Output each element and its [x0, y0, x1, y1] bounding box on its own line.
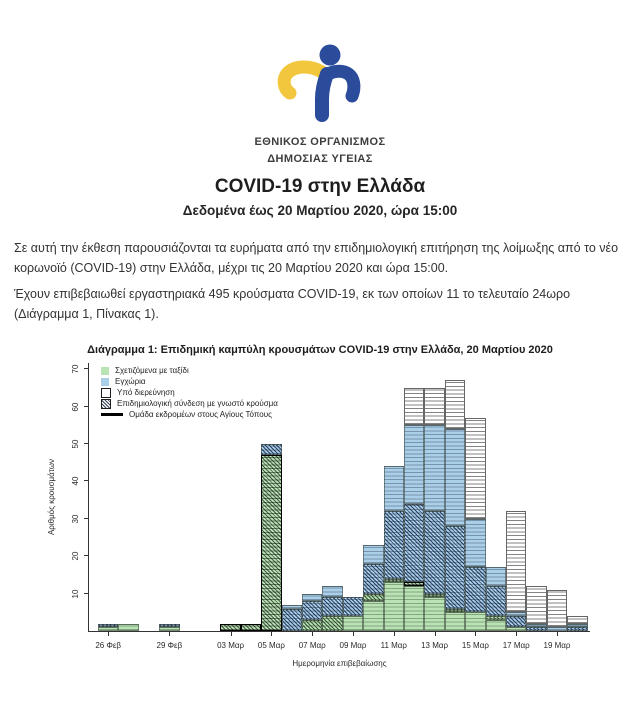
bar-segment-domestic	[282, 605, 302, 609]
bar-segment-travel	[363, 601, 383, 631]
bar-segment-domestic	[384, 466, 404, 511]
bar-segment-excursion_group	[261, 455, 281, 631]
y-axis-tick-label: 20	[70, 551, 80, 561]
x-axis-tick-label: 07 Μαρ	[298, 641, 326, 650]
bar-segment-domestic	[424, 425, 444, 511]
bar-segment-under_investigation	[404, 388, 424, 425]
bar-segment-domestic_epi_link	[465, 567, 485, 612]
legend-label: Σχετιζόμενα με ταξίδι	[115, 366, 189, 375]
bar-segment-excursion_group	[241, 624, 261, 631]
x-axis-label: Ημερομηνία επιβεβαίωσης	[292, 659, 387, 668]
bar-segment-domestic_epi_link	[506, 616, 526, 627]
bar-segment-travel	[445, 612, 465, 631]
legend-item-travel	[101, 365, 278, 376]
x-axis-tick-label: 26 Φεβ	[95, 641, 122, 650]
legend-label: Εγχώρια	[115, 377, 146, 386]
under-investigation-swatch-icon	[101, 388, 111, 398]
x-axis-tick	[435, 631, 436, 636]
legend-item-epi-link	[101, 398, 278, 409]
legend-item-excursion-group	[101, 409, 278, 420]
bar-segment-travel	[118, 624, 138, 631]
bar-segment-domestic	[404, 425, 424, 504]
bar-segment-travel_epi_link	[384, 579, 404, 583]
x-axis-tick-label: 19 Μαρ	[543, 641, 571, 650]
y-axis-tick-label: 50	[70, 439, 80, 449]
x-axis-tick	[353, 631, 354, 636]
org-name-line2: ΔΗΜΟΣΙΑΣ ΥΓΕΙΑΣ	[267, 152, 373, 165]
bar-segment-travel	[486, 620, 506, 631]
bar-segment-domestic_epi_link	[343, 597, 363, 616]
logo-head	[320, 45, 341, 66]
bar-segment-domestic	[445, 429, 465, 526]
y-axis-label: Αριθμός κρουσμάτων	[47, 458, 56, 536]
x-axis-tick	[312, 631, 313, 636]
bar-segment-travel_epi_link	[302, 620, 322, 631]
bar-segment-domestic	[506, 612, 526, 616]
bar-segment-domestic_epi_link	[322, 597, 342, 616]
eody-logo	[270, 40, 370, 132]
bar-segment-under_investigation	[424, 388, 444, 425]
legend-label: Ομάδα εκδρομέων στους Αγίους Τόπους	[129, 410, 272, 419]
epi-curve-plot	[47, 363, 590, 668]
x-axis-tick-label: 29 Φεβ	[156, 641, 183, 650]
bar-segment-under_investigation	[506, 511, 526, 612]
bar-segment-domestic_epi_link	[282, 609, 302, 631]
bar-segment-travel	[465, 612, 485, 631]
bar-segment-domestic_epi_link	[159, 624, 179, 628]
page-subtitle: Δεδομένα έως 20 Μαρτίου 2020, ώρα 15:00	[182, 203, 458, 218]
bar-segment-travel	[343, 616, 363, 631]
bar-segment-travel_epi_link	[424, 594, 444, 598]
x-axis-tick	[108, 631, 109, 636]
bar-segment-domestic_epi_link	[486, 586, 506, 616]
y-axis-tick-label: 70	[70, 364, 80, 374]
legend-label: Υπό διερεύνηση	[117, 388, 175, 397]
bar-segment-domestic_epi_link	[261, 444, 281, 455]
epi-link-hatch-swatch-icon	[101, 399, 111, 409]
bar-segment-travel_epi_link	[486, 616, 506, 620]
bar-segment-domestic_epi_link	[567, 627, 587, 631]
y-axis-tick-label: 10	[70, 589, 80, 599]
bar-segment-domestic_epi_link	[445, 526, 465, 608]
org-name	[0, 134, 640, 167]
logo-blue-arm	[328, 71, 354, 96]
bar-segment-under_investigation	[445, 380, 465, 429]
bar-segment-travel_epi_link	[363, 594, 383, 601]
x-axis-tick	[231, 631, 232, 636]
bar-segment-domestic	[526, 624, 546, 628]
bar-segment-domestic_epi_link	[98, 624, 118, 628]
bar-segment-domestic_epi_link	[384, 511, 404, 578]
bar-segment-domestic	[363, 545, 383, 564]
bar-segment-excursion_group	[220, 624, 240, 631]
chart-legend	[101, 365, 278, 420]
bar-segment-domestic_epi_link	[526, 627, 546, 631]
bar-segment-domestic_epi_link	[302, 601, 322, 620]
bar-segment-under_investigation	[547, 590, 567, 627]
x-axis-tick-label: 17 Μαρ	[502, 641, 530, 650]
x-axis-tick	[516, 631, 517, 636]
x-axis-tick	[271, 631, 272, 636]
bar-segment-excursion_group	[404, 582, 424, 586]
bar-segment-domestic	[322, 586, 342, 597]
bar-segment-travel	[424, 597, 444, 631]
bar-segment-domestic_epi_link	[404, 504, 424, 583]
org-name-line1: ΕΘΝΙΚΟΣ ΟΡΓΑΝΙΣΜΟΣ	[254, 136, 386, 148]
bar-segment-under_investigation	[567, 616, 587, 623]
x-axis-tick	[557, 631, 558, 636]
bar-segment-travel_epi_link	[322, 616, 342, 631]
bar-segment-travel	[384, 582, 404, 631]
bar-segment-domestic	[465, 519, 485, 568]
bar-segment-travel	[404, 586, 424, 631]
x-axis-tick	[475, 631, 476, 636]
x-axis-tick	[169, 631, 170, 636]
legend-item-under-investigation	[101, 387, 278, 398]
legend-item-domestic	[101, 376, 278, 387]
x-axis-tick-label: 13 Μαρ	[421, 641, 449, 650]
domestic-swatch-icon	[101, 378, 109, 386]
page-title: COVID-19 στην Ελλάδα	[214, 176, 426, 197]
chart-title: Διάγραμμα 1: Επιδημική καμπύλη κρουσμάτων COVID-19 στην Ελλάδα, 20 Μαρτίου 2020	[87, 344, 553, 356]
confirmed-cases-paragraph: Έχουν επιβεβαιωθεί εργαστηριακά 495 κρούσματα COVID-19, εκ των οποίων 11 το τελευταίο 24ωρο (Διάγραμμα 1, Πίνακας 1).	[14, 287, 571, 322]
bar-segment-domestic	[486, 567, 506, 586]
bar-segment-domestic	[567, 624, 587, 628]
bar-segment-under_investigation	[526, 586, 546, 623]
travel-swatch-icon	[101, 367, 109, 375]
bar-segment-domestic_epi_link	[424, 511, 444, 593]
intro-paragraph: Σε αυτή την έκθεση παρουσιάζονται τα ευρήματα από την επιδημιολογική επιτήρηση της λοίμωξης από το νέο κορωνοϊό (COVID-19) στην Ελλάδα, μέχρι τις 20 Μαρτίου 2020 και ώρα 15:00.	[14, 241, 619, 276]
bar-segment-travel_epi_link	[445, 609, 465, 613]
bar-segment-domestic	[302, 594, 322, 601]
x-axis-tick-label: 15 Μαρ	[461, 641, 489, 650]
x-axis-tick-label: 11 Μαρ	[380, 641, 407, 650]
x-axis-tick-label: 09 Μαρ	[339, 641, 367, 650]
x-axis-tick-label: 05 Μαρ	[257, 641, 285, 650]
bar-segment-domestic_epi_link	[363, 564, 383, 594]
x-axis-tick-label: 03 Μαρ	[217, 641, 245, 650]
y-axis-tick-label: 40	[70, 476, 80, 486]
legend-label: Επιδημιολογική σύνδεση με γνωστό κρούσμα	[117, 399, 278, 408]
bar-segment-under_investigation	[465, 418, 485, 519]
y-axis-tick-label: 60	[70, 402, 80, 412]
y-axis-tick-label: 30	[70, 514, 80, 524]
excursion-line-swatch-icon	[101, 413, 123, 416]
x-axis-tick	[394, 631, 395, 636]
